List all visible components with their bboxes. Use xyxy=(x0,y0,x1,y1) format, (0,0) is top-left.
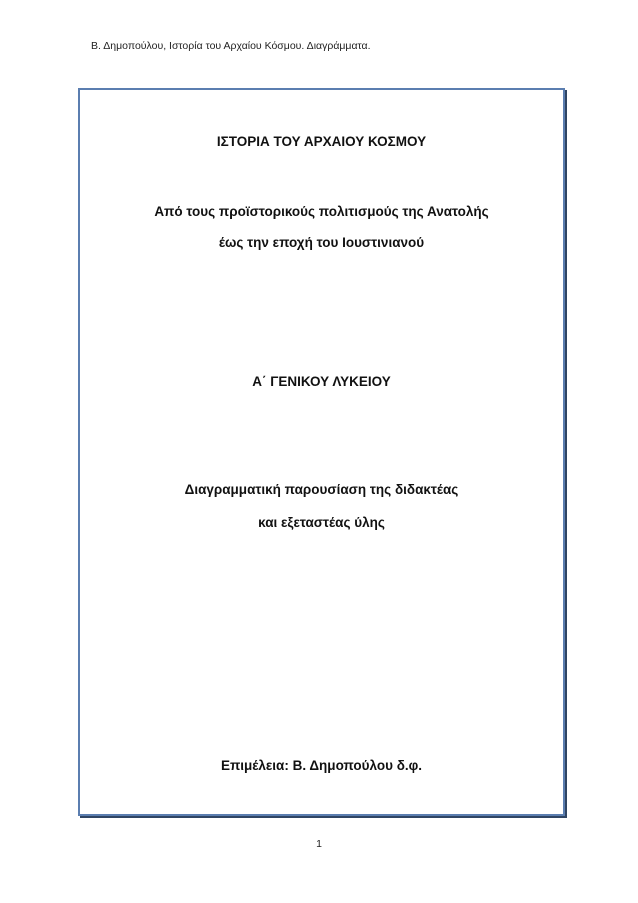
description-line-2: και εξεταστέας ύλης xyxy=(258,515,385,530)
cover-frame xyxy=(78,88,565,816)
book-title: ΙΣΤΟΡΙΑ ΤΟΥ ΑΡΧΑΙΟΥ ΚΟΣΜΟΥ xyxy=(216,134,427,149)
editor-credit: Επιμέλεια: Β. Δημοπούλου δ.φ. xyxy=(220,758,423,773)
subtitle-line-1: Από τους προϊστορικούς πολιτισμούς της Ανατολής xyxy=(154,204,489,219)
description-line-1: Διαγραμματική παρουσίαση της διδακτέας xyxy=(184,482,459,497)
page-number: 1 xyxy=(316,838,322,850)
grade-level: Α΄ ΓΕΝΙΚΟΥ ΛΥΚΕΙΟΥ xyxy=(252,374,391,389)
running-header: Β. Δημοπούλου, Ιστορία του Αρχαίου Κόσμου. Διαγράμματα. xyxy=(91,40,371,52)
subtitle-line-2: έως την εποχή του Ιουστινιανού xyxy=(218,235,425,250)
